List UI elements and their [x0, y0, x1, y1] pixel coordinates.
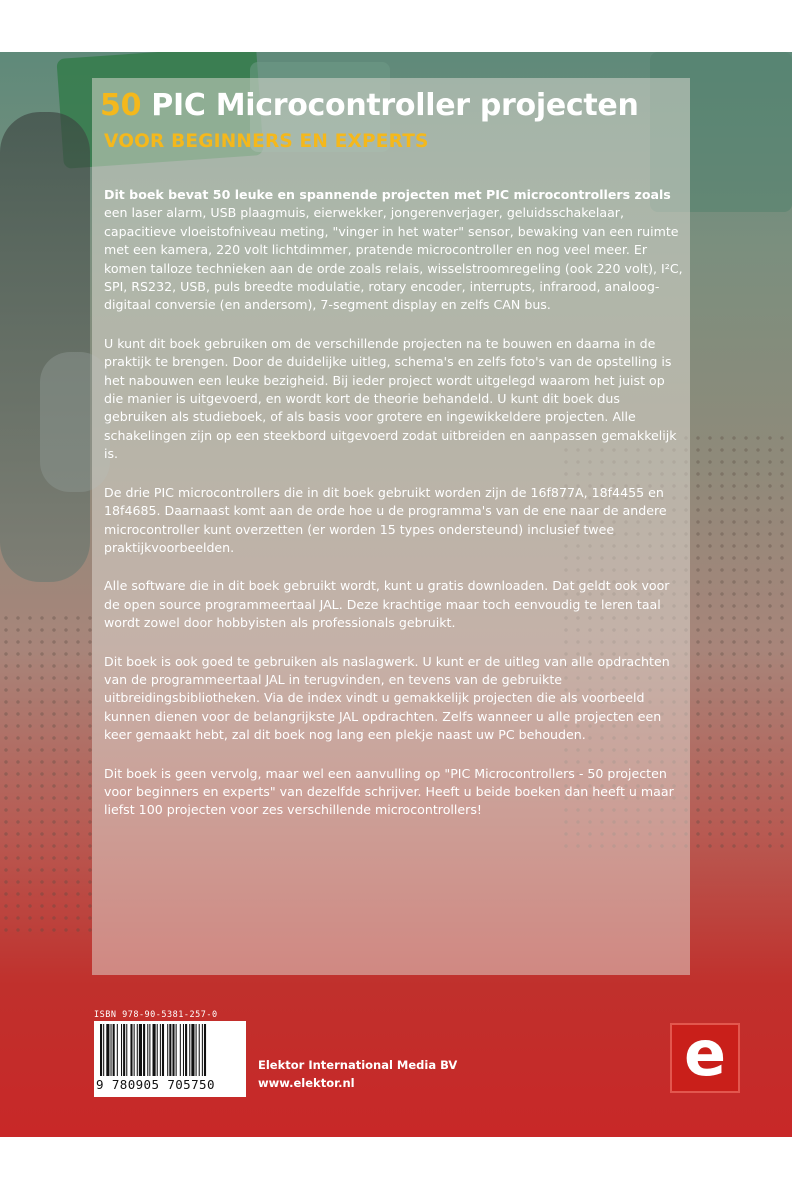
barcode-bar [106, 1024, 109, 1076]
barcode-bar [191, 1024, 194, 1076]
publisher-website: www.elektor.nl [258, 1076, 355, 1090]
barcode-bar [153, 1024, 156, 1076]
barcode-bar [149, 1024, 150, 1076]
title-text: PIC Microcontroller projecten [141, 88, 639, 123]
barcode-bar [185, 1024, 187, 1076]
barcode-bar [176, 1024, 177, 1076]
barcode-bar [113, 1024, 115, 1076]
barcode-bar [143, 1024, 145, 1076]
lead-sentence: Dit boek bevat 50 leuke en spannende projecten met PIC microcontrollers zoals [104, 187, 671, 202]
barcode-bar [139, 1024, 142, 1076]
barcode-bars [98, 1024, 242, 1076]
logo-letter: e [683, 1017, 727, 1090]
barcode-bar [180, 1024, 181, 1076]
barcode-bar [126, 1024, 127, 1076]
barcode-bar [199, 1024, 200, 1076]
paragraph-6: Dit boek is geen vervolg, maar wel een aanvulling op "PIC Microcontrollers - 50 projecten voor beginners en experts" van dezelfde schrijver. Heeft u beide boeken dan heeft u maar liefst 100 projecten voor zes verschillende microcontrollers! [104, 765, 674, 818]
breadboard-photo-2 [0, 612, 95, 932]
paragraph-1-text: een laser alarm, USB plaagmuis, eierwekker, jongerenverjager, geluidsschakelaar, capacitieve vloeistofniveau meting, "vinger in het water" sensor, bewaking van een ruimte met een kamera, 220 volt lichtdimmer, pratende microcontroller en nog veel meer. Er komen talloze technieken aan de orde zoals relais, wisselstroomregeling (ook 220 volt), I²C, SPI, RS232, USB, puls breedte modulatie, rotary encoder, interrupts, infrarood, analoog-digitaal conversie (en andersom), 7-segment display en zelfs CAN bus. [104, 205, 683, 313]
barcode-bar [202, 1024, 203, 1076]
barcode-bar [183, 1024, 184, 1076]
barcode-bar [134, 1024, 135, 1076]
barcode-bar [103, 1024, 104, 1076]
publisher-name: Elektor International Media BV [258, 1058, 458, 1072]
paragraph-1 [104, 186, 684, 315]
barcode-bar [100, 1024, 102, 1076]
barcode-bar [123, 1024, 125, 1076]
barcode-bar [137, 1024, 138, 1076]
isbn-label: ISBN 978-90-5381-257-0 [94, 1010, 218, 1020]
title-number: 50 [100, 88, 142, 123]
paragraph-3: De drie PIC microcontrollers die in dit boek gebruikt worden zijn de 16f877A, 18f4455 en 18f4685. Daarnaast komt aan de orde hoe u de programma's van de ene naar de andere microcontroller kunt overzetten (er worden 15 types ondersteund) inclusief twee praktijkvoorbeelden. [104, 484, 667, 555]
barcode-digits: 9 780905 705750 [96, 1077, 215, 1092]
helping-hand-photo [0, 112, 90, 582]
barcode-bar [121, 1024, 122, 1076]
barcode-bar [130, 1024, 132, 1076]
barcode-bar [111, 1024, 112, 1076]
barcode [94, 1021, 246, 1097]
barcode-bar [189, 1024, 190, 1076]
barcode-bar [147, 1024, 148, 1076]
book-title [100, 88, 639, 123]
barcode-bar [157, 1024, 158, 1076]
blurb [104, 186, 684, 840]
elektor-logo [670, 1017, 740, 1093]
paragraph-4: Alle software die in dit boek gebruikt wordt, kunt u gratis downloaden. Dat geldt ook voor de open source programmeertaal JAL. Deze krachtige maar toch eenvoudig te leren taal wordt zowel door hobbyisten als professionals gebruikt. [104, 578, 670, 631]
barcode-bar [172, 1024, 174, 1076]
barcode-bar [160, 1024, 161, 1076]
paragraph-5: Dit boek is ook goed te gebruiken als naslagwerk. U kunt er de uitleg van alle opdrachten van de programmeertaal JAL in terugvinden, en tevens van de gebruikte uitbreidingsbibliotheken. Via de index vindt u gemakkelijk projecten die als voorbeeld kunnen dienen voor de belangrijkste JAL opdrachten. Zelfs wanneer u alle projecten een keer gemaakt hebt, zal dit boek nog lang een plekje naast uw PC behouden. [104, 653, 670, 743]
barcode-bar [162, 1024, 164, 1076]
barcode-bar [204, 1024, 206, 1076]
barcode-bar [117, 1024, 118, 1076]
barcode-bar [167, 1024, 168, 1076]
barcode-bar [169, 1024, 171, 1076]
book-subtitle: VOOR BEGINNERS EN EXPERTS [104, 131, 429, 152]
paragraph-2: U kunt dit boek gebruiken om de verschillende projecten na te bouwen en daarna in de praktijk te brengen. Door de duidelijke uitleg, schema's en zelfs foto's van de opstelling is het nabouwen een leuke bezigheid. Bij ieder project wordt uitgelegd waarom het juist op die manier is uitgevoerd, en wordt kort de theorie behandeld. U kunt dit boek dus gebruiken als studieboek, of als basis voor grotere en ingewikkeldere projecten. Alle schakelingen zijn op een steekbord uitgevoerd zodat uitbreiden en aanpassen gemakkelijk is. [104, 335, 677, 462]
barcode-bar [196, 1024, 197, 1076]
